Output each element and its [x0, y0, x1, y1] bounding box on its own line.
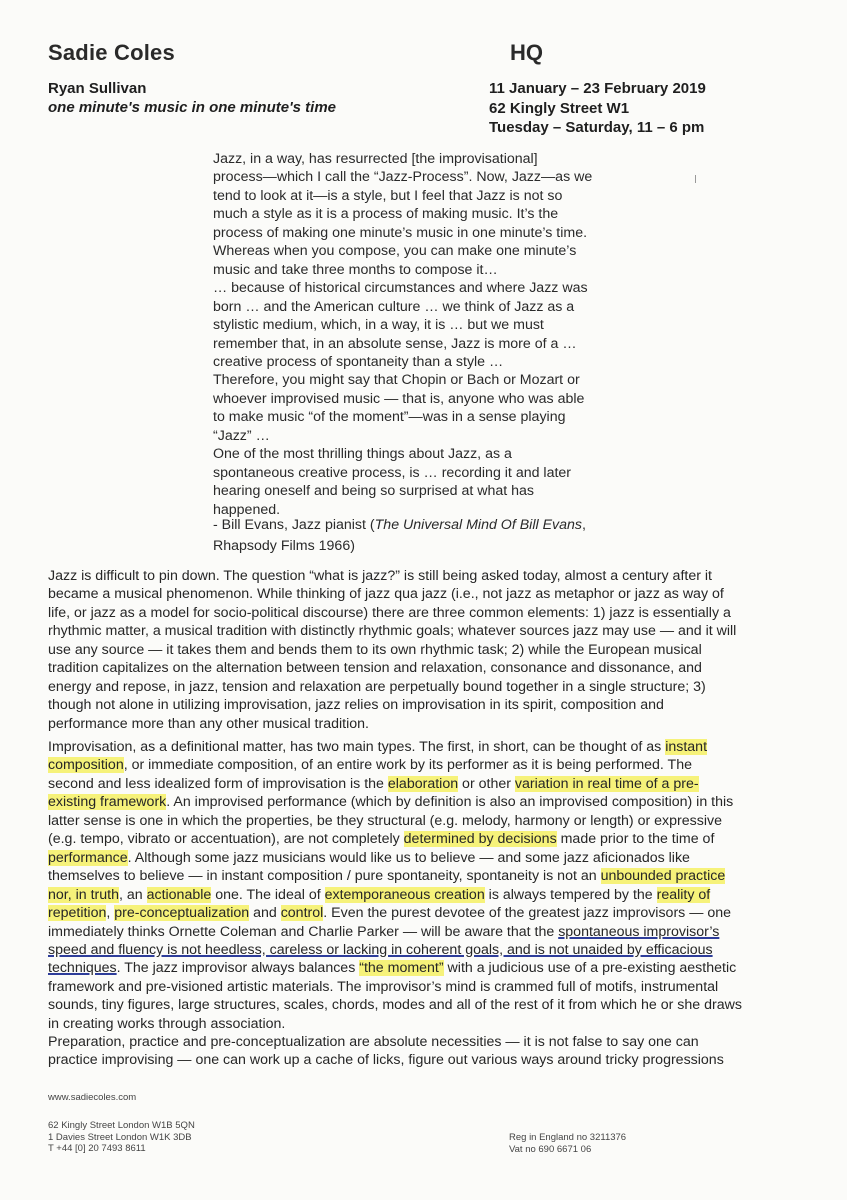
highlighted-text: composition — [48, 757, 124, 774]
paragraph-2-line — [48, 996, 808, 1014]
underlined-text: spontaneous improvisor’s — [558, 923, 720, 940]
quote-attribution — [213, 515, 586, 557]
highlighted-text: performance — [48, 849, 128, 866]
footer-phone: T +44 [0] 20 7493 8611 — [48, 1143, 146, 1154]
highlighted-text: elaboration — [387, 775, 459, 792]
highlighted-text: determined by decisions — [403, 831, 557, 848]
text-segment: or other — [458, 775, 515, 792]
scan-mark — [695, 175, 696, 183]
highlighted-text: existing framework — [48, 794, 167, 811]
footer-registration — [509, 1132, 626, 1155]
paragraph-1-line: rhythmic matter, a musical tradition with distinctly rhythmic goals; whatever sources jazz may use — and it will — [48, 623, 737, 640]
text-segment: one. The ideal of — [211, 886, 325, 903]
quote-line: process—which I call the “Jazz-Process”. Now, Jazz—as we — [213, 169, 593, 186]
highlighted-text: pre-conceptualization — [114, 905, 250, 922]
exhibition-address: 62 Kingly Street W1 — [489, 99, 630, 117]
paragraph-2-line — [48, 959, 808, 977]
text-segment: . An improvised performance (which by definition is also an improvised composition) in this — [166, 794, 734, 811]
quote-line: Jazz, in a way, has resurrected [the improvisational] — [213, 151, 538, 167]
highlighted-text: instant — [665, 739, 708, 755]
footer-website: www.sadiecoles.com — [48, 1092, 137, 1103]
quote-line: music and take three months to compose it… — [213, 261, 498, 278]
paragraph-3-line: Preparation, practice and pre-conceptualization are absolute necessities — it is not false to say one can — [48, 1034, 699, 1050]
paragraph-2-line — [48, 941, 808, 959]
highlighted-text: extemporaneous creation — [324, 886, 485, 903]
attribution-suffix: , — [582, 517, 586, 533]
footer-address-1: 62 Kingly Street London W1B 5QN — [48, 1120, 195, 1131]
paragraph-2-line — [48, 812, 808, 830]
text-segment: sounds, tiny figures, large structures, scales, chords, modes and all of the rest of it from which he or she draws — [48, 997, 742, 1014]
text-segment: Improvisation, as a definitional matter, has two main types. The first, in short, can be thought of as — [48, 739, 666, 755]
paragraph-2-line — [48, 886, 808, 904]
paragraph-1-line: became a musical phenomenon. While thinking of jazz qua jazz (i.e., not jazz as metaphor or jazz as way of — [48, 586, 724, 603]
highlighted-text: actionable — [146, 886, 212, 903]
attribution-line-2: Rhapsody Films 1966) — [213, 538, 355, 554]
highlighted-text: unbounded practice — [600, 868, 726, 885]
footer-address-2: 1 Davies Street London W1K 3DB — [48, 1131, 192, 1143]
essay-paragraph-2 — [48, 738, 808, 1033]
opening-hours: Tuesday – Saturday, 11 – 6 pm — [489, 119, 705, 136]
exhibition-info — [489, 79, 706, 138]
highlighted-text: reality of — [656, 886, 711, 903]
quote-line: “Jazz” … — [213, 427, 270, 444]
highlighted-text: repetition — [48, 905, 107, 922]
text-segment: framework and pre-visioned artistic materials. The improvisor’s mind is crammed full of motifs, instrumental — [48, 978, 719, 995]
quote-line: whoever improvised music — that is, anyone who was able — [213, 390, 585, 407]
text-segment: latter sense is one in which the properties, be they structural (e.g. melody, harmony or length) or expressive — [48, 812, 722, 829]
underlined-text: speed and fluency is not heedless, careless or lacking in coherent goals, and is not unaided by efficacious — [48, 941, 713, 958]
paragraph-2-line — [48, 775, 808, 793]
text-segment: is always tempered by the — [484, 886, 657, 903]
paragraph-1-line: though not alone in utilizing improvisation, jazz relies on improvisation in its spirit, composition and — [48, 697, 664, 714]
text-segment: . The jazz improvisor always balances — [116, 960, 360, 977]
highlighted-text: variation in real time of a pre- — [514, 775, 699, 792]
text-segment: with a judicious use of a pre-existing aesthetic — [443, 960, 737, 977]
attribution-line-1 — [213, 515, 586, 536]
text-segment: , — [106, 905, 115, 922]
attribution-source: The Universal Mind Of Bill Evans — [374, 517, 583, 533]
quote-line: process of making one minute’s music in one minute’s time. — [213, 224, 588, 241]
quote-line: tend to look at it—is a style, but I feel that Jazz is not so — [213, 187, 563, 204]
paragraph-2-line — [48, 738, 808, 756]
text-segment: , an — [118, 886, 147, 903]
gallery-name: Sadie Coles — [48, 40, 175, 65]
attribution-prefix: - Bill Evans, Jazz pianist ( — [213, 517, 375, 533]
footer-reg-number: Reg in England no 3211376 — [509, 1132, 627, 1143]
artist-name: Ryan Sullivan — [48, 80, 147, 97]
quote-line: spontaneous creative process, is … recording it and later — [213, 464, 572, 481]
location-label: HQ — [510, 40, 543, 65]
quote-line: Therefore, you might say that Chopin or Bach or Mozart or — [213, 372, 580, 389]
paragraph-2-line — [48, 793, 808, 811]
text-segment: . Although some jazz musicians would like us to believe — and some jazz aficionados like — [127, 849, 690, 866]
quote-line: … because of historical circumstances and where Jazz was — [213, 280, 588, 297]
paragraph-1-line: tradition capitalizes on the alternation between tension and relaxation, consonance and dissonance, and — [48, 660, 702, 677]
quote-line: much a style as it is a process of making music. It’s the — [213, 206, 559, 223]
text-segment: . Even the purest devotee of the greatest jazz improvisors — one — [323, 905, 732, 922]
essay-paragraph-1 — [48, 567, 808, 733]
text-segment: immediately thinks Ornette Coleman and Charlie Parker — will be aware that the — [48, 923, 559, 940]
quote-line: One of the most thrilling things about Jazz, as a — [213, 446, 512, 463]
quote-line: born … and the American culture … we think of Jazz as a — [213, 298, 575, 315]
paragraph-2-line — [48, 1015, 808, 1033]
paragraph-2-line — [48, 867, 808, 885]
paragraph-2-line — [48, 849, 808, 867]
bill-evans-quote — [213, 150, 653, 519]
paragraph-3-line: practice improvising — one can work up a cache of licks, figure out various ways around tricky progressions — [48, 1052, 724, 1069]
essay-paragraph-3 — [48, 1033, 808, 1070]
footer-addresses — [48, 1120, 195, 1155]
paragraph-1-line: energy and repose, in jazz, tension and relaxation are perpetually bound together in a single structure; 3) — [48, 678, 706, 695]
text-segment: themselves to believe — in instant composition / pure spontaneity, spontaneity is not an — [48, 868, 601, 885]
quote-line: to make music “of the moment”—was in a sense playing — [213, 409, 566, 426]
highlighted-text: “the moment” — [359, 960, 444, 977]
text-segment: made prior to the time of — [556, 831, 715, 848]
quote-line: stylistic medium, which, in a way, it is … but we must — [213, 317, 544, 334]
paragraph-1-line: Jazz is difficult to pin down. The question “what is jazz?” is still being asked today, almost a century after it — [48, 568, 712, 584]
quote-line: creative process of spontaneity than a style … — [213, 353, 504, 370]
paragraph-2-line — [48, 830, 808, 848]
exhibition-title: one minute's music in one minute's time — [48, 99, 337, 116]
text-segment: , or immediate composition, of an entire work by its performer as it is being performed. The — [123, 757, 692, 774]
paragraph-1-line: life, or jazz as a model for socio-political discourse) there are three common elements: 1) jazz is essentially a — [48, 604, 731, 621]
paragraph-2-line — [48, 978, 808, 996]
quote-line: remember that, in an absolute sense, Jazz is more of a … — [213, 335, 577, 352]
paragraph-2-line — [48, 756, 808, 774]
paragraph-1-line: performance more than any other musical tradition. — [48, 715, 369, 732]
text-segment: (e.g. tempo, vibrato or accentuation), are not completely — [48, 831, 404, 848]
underlined-text: techniques — [48, 960, 117, 977]
paragraph-2-line — [48, 923, 808, 941]
quote-line: hearing oneself and being so surprised at what has — [213, 483, 535, 500]
exhibition-dates: 11 January – 23 February 2019 — [489, 80, 706, 97]
highlighted-text: control — [280, 905, 324, 922]
paragraph-1-line: use any source — it takes them and bends them to its own rhythmic task; 2) while the European musical — [48, 641, 702, 658]
quote-line: happened. — [213, 501, 281, 518]
highlighted-text: nor, in truth — [48, 886, 119, 903]
text-segment: in creating works through association. — [48, 1015, 286, 1032]
quote-line: Whereas when you compose, you can make one minute’s — [213, 243, 577, 260]
footer-vat-number: Vat no 690 6671 06 — [509, 1143, 592, 1155]
text-segment: second and less idealized form of improvisation is the — [48, 775, 388, 792]
paragraph-2-line — [48, 904, 808, 922]
text-segment: and — [249, 905, 281, 922]
